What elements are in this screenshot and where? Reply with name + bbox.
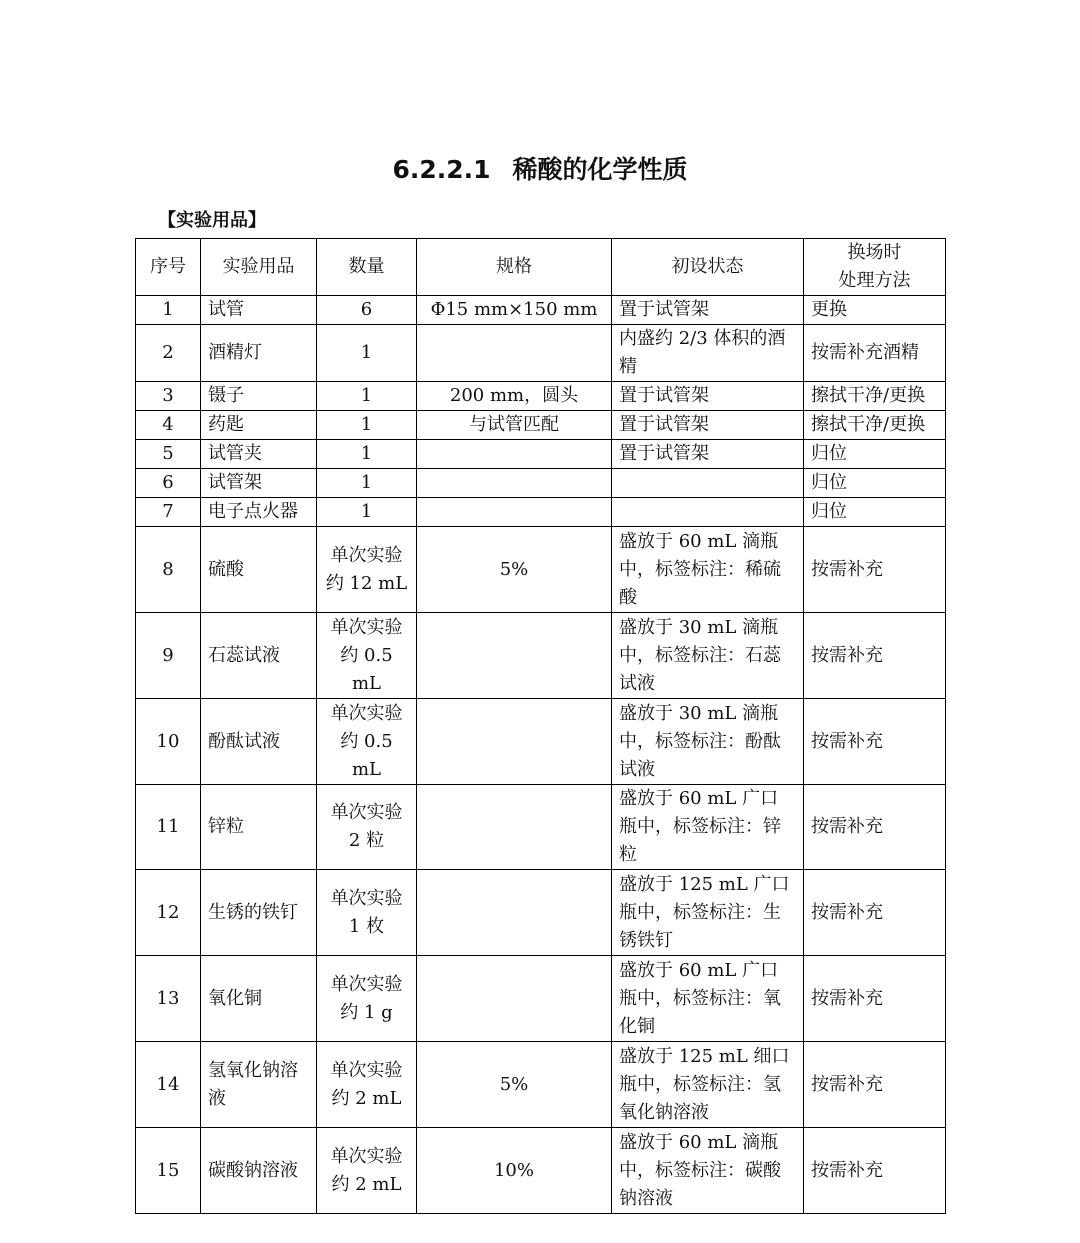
table-row (136, 382, 946, 411)
cell-no: 13 (136, 956, 201, 1042)
cell-method: 按需补充 (804, 699, 946, 785)
cell-method: 按需补充 (804, 527, 946, 613)
cell-no: 1 (136, 296, 201, 325)
cell-method: 按需补充 (804, 613, 946, 699)
table-row (136, 1128, 946, 1214)
cell-spec (417, 613, 612, 699)
cell-qty: 单次实验约 2 mL (317, 1128, 417, 1214)
cell-spec (417, 699, 612, 785)
cell-spec: 5% (417, 1042, 612, 1128)
table-row (136, 613, 946, 699)
cell-item: 试管 (201, 296, 317, 325)
header-spec: 规格 (417, 239, 612, 296)
cell-item: 酚酞试液 (201, 699, 317, 785)
cell-state: 置于试管架 (612, 440, 804, 469)
cell-spec (417, 325, 612, 382)
cell-method: 按需补充 (804, 956, 946, 1042)
cell-state: 盛放于 125 mL 广口瓶中，标签标注：生锈铁钉 (612, 870, 804, 956)
cell-item: 电子点火器 (201, 498, 317, 527)
cell-state: 盛放于 60 mL 广口瓶中，标签标注：氧化铜 (612, 956, 804, 1042)
cell-spec (417, 498, 612, 527)
cell-item: 试管架 (201, 469, 317, 498)
table-row (136, 527, 946, 613)
header-item: 实验用品 (201, 239, 317, 296)
table-row (136, 296, 946, 325)
header-state: 初设状态 (612, 239, 804, 296)
cell-qty: 单次实验约 2 mL (317, 1042, 417, 1128)
cell-item: 酒精灯 (201, 325, 317, 382)
cell-method: 擦拭干净/更换 (804, 411, 946, 440)
cell-state: 置于试管架 (612, 411, 804, 440)
table-row (136, 699, 946, 785)
cell-spec (417, 870, 612, 956)
cell-spec: 200 mm，圆头 (417, 382, 612, 411)
header-qty: 数量 (317, 239, 417, 296)
cell-method: 擦拭干净/更换 (804, 382, 946, 411)
cell-no: 8 (136, 527, 201, 613)
cell-qty: 6 (317, 296, 417, 325)
cell-no: 3 (136, 382, 201, 411)
cell-qty: 1 (317, 382, 417, 411)
table-row (136, 498, 946, 527)
cell-method: 按需补充 (804, 870, 946, 956)
cell-item: 生锈的铁钉 (201, 870, 317, 956)
cell-method: 归位 (804, 440, 946, 469)
cell-method: 按需补充 (804, 1042, 946, 1128)
cell-item: 氧化铜 (201, 956, 317, 1042)
cell-method: 归位 (804, 498, 946, 527)
cell-no: 15 (136, 1128, 201, 1214)
cell-state: 盛放于 60 mL 广口瓶中，标签标注：锌粒 (612, 785, 804, 870)
cell-state: 内盛约 2/3 体积的酒精 (612, 325, 804, 382)
cell-item: 硫酸 (201, 527, 317, 613)
table-row (136, 440, 946, 469)
table-row (136, 785, 946, 870)
header-method-line-2: 处理方法 (838, 270, 911, 291)
cell-method: 按需补充 (804, 1128, 946, 1214)
cell-qty: 1 (317, 411, 417, 440)
cell-method: 按需补充 (804, 785, 946, 870)
table-row (136, 469, 946, 498)
cell-item: 镊子 (201, 382, 317, 411)
cell-item: 锌粒 (201, 785, 317, 870)
section-title: 稀酸的化学性质 (512, 155, 688, 184)
cell-qty: 单次实验约 0.5 mL (317, 613, 417, 699)
cell-method: 按需补充酒精 (804, 325, 946, 382)
cell-no: 7 (136, 498, 201, 527)
cell-qty: 1 (317, 325, 417, 382)
cell-qty: 1 (317, 440, 417, 469)
cell-qty: 单次实验约 12 mL (317, 527, 417, 613)
cell-no: 11 (136, 785, 201, 870)
cell-state (612, 498, 804, 527)
cell-state: 盛放于 125 mL 细口瓶中，标签标注：氢氧化钠溶液 (612, 1042, 804, 1128)
table-row (136, 325, 946, 382)
cell-no: 2 (136, 325, 201, 382)
cell-spec (417, 956, 612, 1042)
cell-no: 6 (136, 469, 201, 498)
section-number: 6.2.2.1 (392, 155, 491, 184)
cell-state: 置于试管架 (612, 296, 804, 325)
cell-no: 12 (136, 870, 201, 956)
cell-qty: 单次实验 2 粒 (317, 785, 417, 870)
cell-spec (417, 785, 612, 870)
cell-spec: 与试管匹配 (417, 411, 612, 440)
materials-table (135, 238, 946, 1214)
header-no: 序号 (136, 239, 201, 296)
cell-qty: 单次实验 1 枚 (317, 870, 417, 956)
cell-state: 盛放于 30 mL 滴瓶中，标签标注：石蕊试液 (612, 613, 804, 699)
cell-spec: Φ15 mm×150 mm (417, 296, 612, 325)
table-row (136, 870, 946, 956)
cell-method: 归位 (804, 469, 946, 498)
cell-qty: 单次实验约 1 g (317, 956, 417, 1042)
cell-no: 14 (136, 1042, 201, 1128)
section-heading: 【实验用品】 (158, 210, 266, 231)
cell-spec (417, 440, 612, 469)
table-row (136, 1042, 946, 1128)
cell-spec: 5% (417, 527, 612, 613)
cell-no: 5 (136, 440, 201, 469)
cell-item: 氢氧化钠溶液 (201, 1042, 317, 1128)
cell-no: 10 (136, 699, 201, 785)
cell-no: 4 (136, 411, 201, 440)
cell-item: 碳酸钠溶液 (201, 1128, 317, 1214)
cell-state: 盛放于 60 mL 滴瓶中，标签标注：稀硫酸 (612, 527, 804, 613)
table-header-row (136, 239, 946, 296)
cell-no: 9 (136, 613, 201, 699)
cell-item: 试管夹 (201, 440, 317, 469)
cell-state: 盛放于 30 mL 滴瓶中，标签标注：酚酞试液 (612, 699, 804, 785)
cell-item: 药匙 (201, 411, 317, 440)
cell-qty: 1 (317, 498, 417, 527)
table-row (136, 956, 946, 1042)
cell-item: 石蕊试液 (201, 613, 317, 699)
cell-state: 置于试管架 (612, 382, 804, 411)
header-method-line-1: 换场时 (847, 242, 902, 263)
cell-spec: 10% (417, 1128, 612, 1214)
page-title (0, 150, 1080, 186)
header-method (804, 239, 946, 296)
cell-state: 盛放于 60 mL 滴瓶中，标签标注：碳酸钠溶液 (612, 1128, 804, 1214)
cell-qty: 1 (317, 469, 417, 498)
cell-state (612, 469, 804, 498)
table-row (136, 411, 946, 440)
cell-method: 更换 (804, 296, 946, 325)
cell-qty: 单次实验约 0.5 mL (317, 699, 417, 785)
cell-spec (417, 469, 612, 498)
